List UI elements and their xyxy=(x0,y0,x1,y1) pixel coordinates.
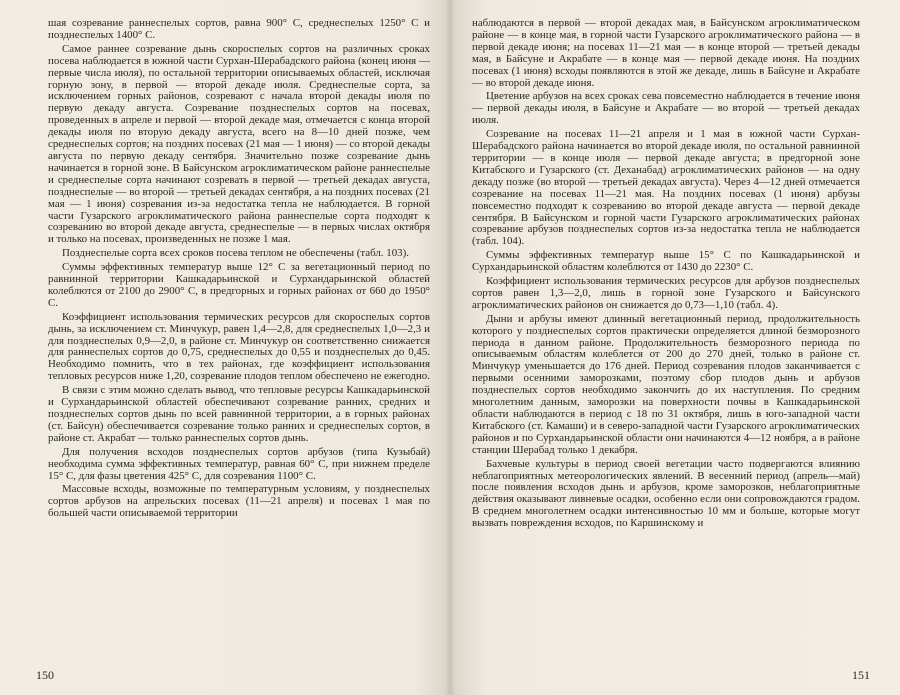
paragraph: Коэффициент использования термических ресурсов для арбузов позднеспелых сортов равен 1,3—2,0, лишь в горной зоне Гузарского и Байсунского агроклиматических районов он снижается до 0,73—1,10 (табл. 4). xyxy=(472,275,860,311)
paragraph: Позднеспелые сорта всех сроков посева теплом не обеспечены (табл. 103). xyxy=(62,247,409,260)
paragraph: Суммы эффективных температур выше 12° С за вегетационный период по равнинной территории Кашкадарьинской и Сурхандарьинской областей колеблются от 2100 до 2900° С, в предгорных и горных районах от 660 до 1950° С. xyxy=(48,261,430,309)
paragraph: Цветение арбузов на всех сроках сева повсеместно наблюдается в течение июня — первой декады июля, в Байсуне и Акрабате — во второй — третьей декадах июля. xyxy=(472,90,860,127)
right-page-text xyxy=(472,18,860,530)
paragraph: Коэффициент использования термических ресурсов для скороспелых сортов дынь, за исключением ст. Минчукур, равен 1,4—2,8, для среднеспелых 1,0—2,3 и для позднеспелых 0,9—2,0, в районе ст. Минчукур он соответственно снижается для раннеспелых сортов до 0,75, среднеспелых до 0,55 и позднеспелых до 0,45. Необходимо помнить, что в тех районах, где коэффициент использования тепловых ресурсов ниже 1,20, созревание плодов теплом обеспечено не ежегодно. xyxy=(48,310,430,383)
page-number: 151 xyxy=(852,668,870,682)
right-page xyxy=(450,0,900,695)
page-number: 150 xyxy=(36,668,54,682)
paragraph: Самое раннее созревание дынь скороспелых сортов на различных сроках посева наблюдается в южной части Сурхан-Шерабадского района (конец июня — первые числа июля), по остальной территории описываемых областей, исключая горную зону, в первой — второй декаде июля. Среднеспелые сорта, за исключением горных районов, созревают с начала второй декады июля по первую декаду августа. Созревание позднеспелых сортов на посевах, проведенных в апреле и первой — второй декаде мая, отмечается с конца второй декады июля по вторую декаду августа, всего на 8—10 дней позже, чем среднеспелых сортов; на поздних посевах (21 мая — 1 июня) — со второй декады августа по первую декаду сентября. Значительно позже созревание дынь начинается в горной зоне. В Байсунском агроклиматическом районе раннеспелые и среднеспелые сорта начинают созревать в первой — третьей декадах августа, позднеспелые — во второй — третьей декадах сентября, а на поздних посевах (21 мая — 1 июня) созревания из-за недостатка тепла не наблюдается. В горной части Гузарского агроклиматического района раннеспелые сорта подходят к созреванию во второй декаде августа, среднеспелые — в первых числах октября и только на посевах, произведенных не позже 1 мая. xyxy=(48,42,430,246)
paragraph: Дыни и арбузы имеют длинный вегетационный период, продолжительность которого у позднеспелых сортов практически определяется длиной безморозного периода в данном районе. Продолжительность безморозного периода по описываемым областям колеблется от 200 до 270 дней, только в районе ст. Минчукур уменьшается до 176 дней. Период созревания плодов заканчивается с первыми осенними заморозками, поэтому сбор плодов дынь и арбузов позднеспелых сортов необходимо закончить до их наступления. По средним многолетним данным, заморозки на поверхности почвы в Кашкадарьинской области наблюдаются в период с 18 по 31 октября, лишь в юго-западной части Китабского (ст. Камаши) и в северо-западной части Гузарского агроклиматических районов и по Сурхандарьинской области они начинаются 4—12 ноября, а в районе станции Шерабад только 1 декабря. xyxy=(472,312,860,456)
left-page-text xyxy=(48,18,430,520)
paragraph: Суммы эффективных температур выше 15° С по Кашкадарьинской и Сурхандарьинской областям колеблются от 1430 до 2230° С. xyxy=(472,249,860,274)
paragraph: Бахчевые культуры в период своей вегетации часто подвергаются влиянию неблагоприятных метеорологических явлений. В весенний период (апрель—май) после появления всходов дынь и арбузов, кроме заморозков, неблагоприятные действия оказывают ливневые осадки, особенно если они сопровождаются градом. В среднем многолетнем осадки интенсивностью 10 мм и больше, которые могут вызвать повреждения всходов, по Каршинскому и xyxy=(472,457,860,530)
paragraph: Массовые всходы, возможные по температурным условиям, у позднеспелых сортов арбузов на апрельских посевах (11—21 апреля) и посевах 1 мая по большей части описываемой территории xyxy=(48,483,430,520)
paragraph: В связи с этим можно сделать вывод, что тепловые ресурсы Кашкадарьинской и Сурхандарьинской областей обеспечивают созревание ранних, средних и позднеспелых сортов дынь по всей равнинной территории, а в горных районах (ст. Байсун) обеспечивается созревание только ранних и среднеспелых сортов, в районе ст. Акрабат — только раннеспелых сортов дынь. xyxy=(48,384,430,444)
paragraph: Для получения всходов позднеспелых сортов арбузов (типа Кузыбай) необходима сумма эффективных температур, равная 60° С, при нижнем пределе 15° С, для фазы цветения 425° С, для созревания 1100° С. xyxy=(48,445,430,482)
paragraph: шая созревание раннеспелых сортов, равна 900° С, среднеспелых 1250° С и позднеспелых 1400° С. xyxy=(48,17,430,41)
paragraph: Созревание на посевах 11—21 апреля и 1 мая в южной части Сурхан-Шерабадского района начинается во второй декаде июля, по остальной равнинной территории — в конце июля — первой декаде августа; в предгорной зоне Китабского и Гузарского (ст. Деханабад) агроклиматических районов — на одну декаду позже (во второй — третьей декадах августа). Через 4—12 дней отмечается созревание на посевах 11—21 мая. На поздних посевах (1 июня) арбузы повсеместно подходят к созреванию во второй декаде августа — первой декаде сентября. В Байсунском и горной части Гузарского агроклиматических районах созревание арбузов позднеспелых сортов из-за недостатка тепла не наблюдается (табл. 104). xyxy=(472,128,860,248)
paragraph: наблюдаются в первой — второй декадах мая, в Байсунском агроклиматическом районе — в конце мая, в горной части Гузарского агроклиматического района — в первой декаде июня; на посевах 11—21 мая — в конце второй — третьей декады мая, в Байсуне и Акрабате — в конце мая — первой декаде июня. На поздних посевах (1 июня) всходы появляются в этой же декаде, лишь в Байсуне и Акрабате — во второй декаде июня. xyxy=(472,17,860,89)
